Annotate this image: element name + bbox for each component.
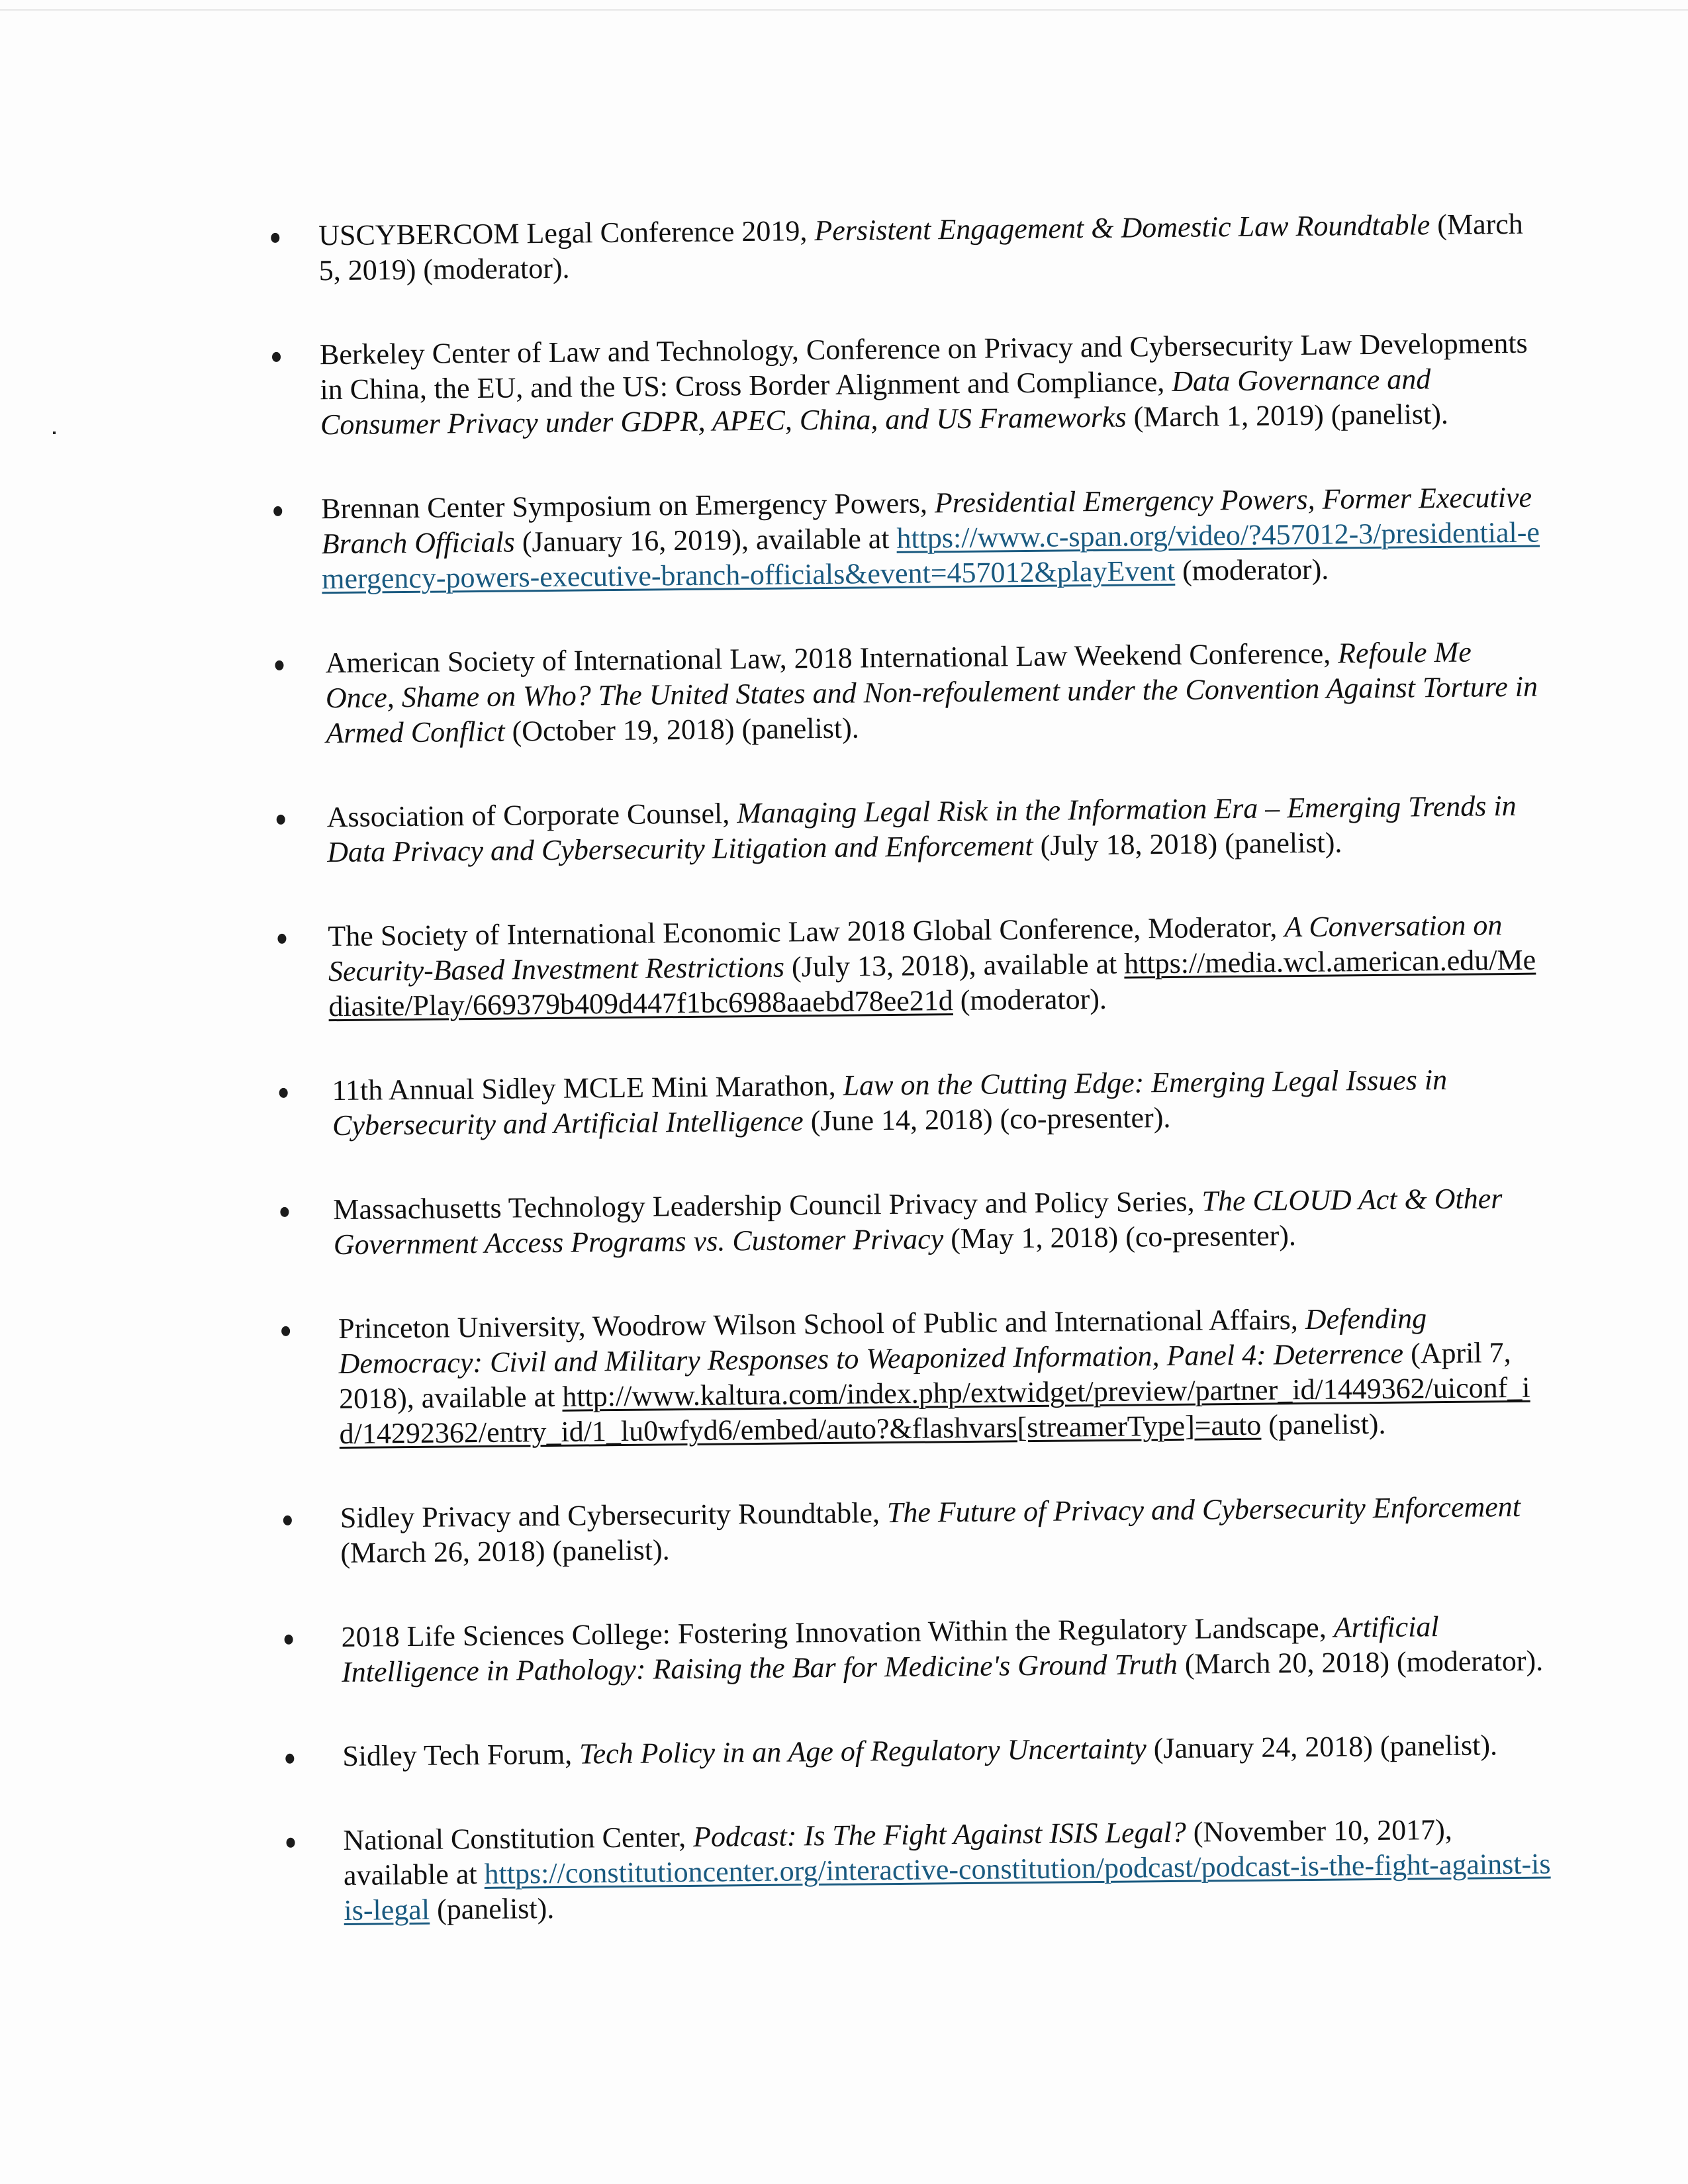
entry-organization: The Society of International Economic Law 2018 Global Conference, Moderator, bbox=[328, 911, 1285, 953]
entry-organization: USCYBERCOM Legal Conference 2019, bbox=[318, 214, 815, 252]
bullet-icon bbox=[272, 352, 281, 362]
entry-organization: Berkeley Center of Law and Technology, Conference on Privacy and Cybersecurity Law Developments in China, the EU, and the US: Cross Border Alignment and Compliance, bbox=[319, 326, 1528, 406]
entry-title: Defending Democracy: Civil and Military Responses to Weaponized Information, Panel 4: Deterrence bbox=[338, 1302, 1427, 1381]
entry-title: Persistent Engagement & Domestic Law Roundtable bbox=[814, 208, 1430, 248]
entry-link[interactable]: https://constitutioncenter.org/interactive-constitution/podcast/podcast-is-the-fight-against-isis-legal bbox=[344, 1847, 1551, 1927]
bullet-icon bbox=[271, 233, 279, 243]
entry-details: (January 16, 2019), available at bbox=[514, 522, 897, 559]
bullet-icon bbox=[279, 1088, 288, 1098]
list-item bbox=[271, 480, 1542, 597]
entry-title: The CLOUD Act & Other Government Access Programs vs. Customer Privacy bbox=[333, 1182, 1503, 1261]
entry-title: Managing Legal Risk in the Information Era – Emerging Trends in Data Privacy and Cybersecurity Litigation and Enforcement bbox=[326, 789, 1517, 869]
entry-organization: Sidley Privacy and Cybersecurity Roundtable, bbox=[340, 1496, 888, 1535]
bullet-icon bbox=[286, 1838, 295, 1848]
entry-details: (March 20, 2018) (moderator). bbox=[1177, 1644, 1544, 1680]
presentations-list bbox=[268, 206, 1556, 1929]
entry-details: (June 14, 2018) (co-presenter). bbox=[803, 1101, 1171, 1138]
entry-details: (March 1, 2019) (panelist). bbox=[1126, 397, 1449, 433]
list-item bbox=[277, 1181, 1549, 1263]
bullet-icon bbox=[280, 1207, 289, 1217]
entry-organization: Massachusetts Technology Leadership Council Privacy and Policy Series, bbox=[333, 1185, 1202, 1226]
bullet-icon bbox=[285, 1754, 294, 1764]
entry-details: (July 18, 2018) (panelist). bbox=[1033, 826, 1342, 862]
list-item bbox=[276, 1062, 1548, 1144]
entry-details: (July 13, 2018), available at bbox=[784, 947, 1125, 983]
entry-organization: National Constitution Center, bbox=[343, 1820, 694, 1857]
entry-details: (November 10, 2017), available at bbox=[343, 1813, 1453, 1892]
list-item bbox=[281, 1608, 1553, 1690]
list-item bbox=[273, 788, 1545, 870]
entry-link[interactable]: https://www.c-span.org/video/?457012-3/presidential-emergency-powers-executive-branch-officials&event=457012&playEvent bbox=[321, 516, 1540, 596]
entry-link[interactable]: https://media.wcl.american.edu/Mediasite/Play/669379b409d447f1bc6988aaebd78ee21d bbox=[328, 943, 1536, 1023]
entry-title: Refoule Me Once, Shame on Who? The United States and Non-refoulement under the Convention Against Torture in Armed Conflict bbox=[325, 635, 1538, 750]
list-item bbox=[281, 1488, 1552, 1570]
list-item bbox=[269, 326, 1541, 443]
entry-title: Tech Policy in an Age of Regulatory Uncertainty bbox=[579, 1732, 1147, 1770]
bullet-icon bbox=[285, 1635, 293, 1645]
scan-speck bbox=[53, 432, 56, 434]
entry-title: Data Governance and Consumer Privacy under GDPR, APEC, China, and US Frameworks bbox=[320, 363, 1431, 441]
entry-title: Presidential Emergency Powers, Former Executive Branch Officials bbox=[321, 480, 1532, 561]
bullet-icon bbox=[283, 1516, 292, 1525]
document-page bbox=[268, 206, 1556, 1978]
bullet-icon bbox=[277, 815, 285, 825]
entry-organization: Association of Corporate Counsel, bbox=[326, 797, 737, 834]
list-item bbox=[279, 1299, 1551, 1451]
scan-edge bbox=[0, 0, 1688, 11]
entry-details: (April 7, 2018), available at bbox=[338, 1336, 1511, 1416]
entry-organization: 2018 Life Sciences College: Fostering Innovation Within the Regulatory Landscape, bbox=[341, 1611, 1334, 1654]
bullet-icon bbox=[277, 934, 286, 944]
entry-details: (March 26, 2018) (panelist). bbox=[340, 1533, 670, 1570]
entry-details: (October 19, 2018) (panelist). bbox=[504, 711, 859, 748]
entry-title: Artificial Intelligence in Pathology: Raising the Bar for Medicine's Ground Truth bbox=[341, 1610, 1439, 1689]
entry-role: (panelist). bbox=[1261, 1407, 1386, 1441]
entry-role: (moderator). bbox=[953, 982, 1107, 1017]
entry-organization: Sidley Tech Forum, bbox=[342, 1737, 580, 1773]
bullet-icon bbox=[281, 1326, 290, 1336]
entry-role: (panelist). bbox=[429, 1891, 555, 1926]
entry-title: The Future of Privacy and Cybersecurity Enforcement bbox=[886, 1490, 1521, 1529]
list-item bbox=[272, 634, 1544, 751]
entry-link[interactable]: http://www.kaltura.com/index.php/extwidget/preview/partner_id/1449362/uiconf_id/14292362/entry_id/1_lu0wfyd6/embed/auto?&flashvars[streamerType]=auto bbox=[339, 1371, 1530, 1451]
entry-organization: Princeton University, Woodrow Wilson School of Public and International Affairs, bbox=[338, 1303, 1306, 1345]
entry-details: (January 24, 2018) (panelist). bbox=[1146, 1729, 1498, 1765]
bullet-icon bbox=[275, 660, 283, 670]
entry-title: Podcast: Is The Fight Against ISIS Legal? bbox=[692, 1815, 1187, 1853]
list-item bbox=[275, 907, 1546, 1024]
list-item bbox=[283, 1727, 1554, 1774]
bullet-icon bbox=[273, 506, 282, 516]
list-item bbox=[268, 206, 1540, 289]
entry-organization: American Society of International Law, 2018 International Law Weekend Conference, bbox=[325, 637, 1338, 680]
entry-role: (moderator). bbox=[1174, 553, 1329, 587]
list-item bbox=[283, 1811, 1555, 1928]
entry-details: (March 5, 2019) (moderator). bbox=[318, 207, 1524, 287]
entry-organization: 11th Annual Sidley MCLE Mini Marathon, bbox=[332, 1069, 843, 1107]
entry-details: (May 1, 2018) (co-presenter). bbox=[943, 1219, 1297, 1255]
entry-title: Law on the Cutting Edge: Emerging Legal Issues in Cybersecurity and Artificial Intelligence bbox=[332, 1063, 1448, 1142]
entry-title: A Conversation on Security-Based Investment Restrictions bbox=[328, 909, 1503, 988]
entry-organization: Brennan Center Symposium on Emergency Powers, bbox=[320, 486, 935, 525]
